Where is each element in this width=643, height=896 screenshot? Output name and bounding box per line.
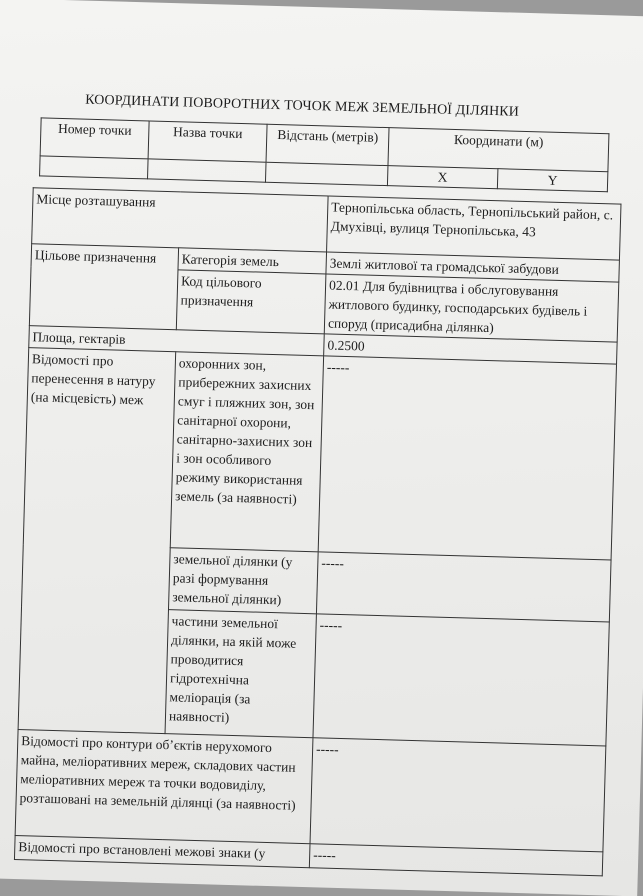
category-value: Землі житлової та громадської забудови bbox=[326, 252, 620, 282]
empty-cell bbox=[148, 159, 267, 182]
header-x: X bbox=[387, 166, 498, 189]
location-value: Тернопільська область, Тернопільський район, с. Дмухівці, вулиця Тернопільська, 43 bbox=[327, 196, 621, 260]
header-coordinates: Координати (м) bbox=[388, 128, 609, 172]
zones-label: охоронних зон, прибережних захисних смуг і пляжних зон, зон санітарної охорони, санітарно-захисних зон і зон особливого режиму використання земель (за наявності) bbox=[170, 352, 323, 552]
plot-value: ----- bbox=[316, 552, 611, 622]
plot-label: земельної ділянки (у разі формування земельної ділянки) bbox=[168, 548, 318, 614]
area-value: 0.2500 bbox=[324, 334, 618, 364]
header-y: Y bbox=[497, 169, 608, 192]
part-label: частини земельної ділянки, на якій може проводитися гідротехнічна меліорація (за наявності) bbox=[165, 610, 316, 738]
part-value: ----- bbox=[313, 614, 609, 746]
zones-value: ----- bbox=[318, 356, 616, 560]
signs-label: Відомості про встановлені межові знаки (у bbox=[14, 835, 310, 867]
location-label: Місце розташування bbox=[32, 188, 328, 252]
contours-label: Відомості про контури об’єктів нерухомого майна, меліоративних мереж, складових частин меліоративних мереж та точки водовиділу, розташовані на земельній ділянці (за наявності) bbox=[15, 730, 313, 844]
contours-value: ----- bbox=[310, 738, 606, 852]
transfer-label: Відомості про перенесення в натуру (на місцевість) меж bbox=[18, 348, 176, 734]
purpose-label: Цільове призначення bbox=[29, 244, 178, 330]
area-label: Площа, гектарів bbox=[29, 326, 325, 356]
category-label: Категорія земель bbox=[178, 248, 327, 274]
signs-value: ----- bbox=[309, 844, 603, 876]
empty-cell bbox=[265, 162, 388, 185]
coordinates-table bbox=[39, 117, 609, 192]
land-plot-info-table bbox=[14, 187, 622, 876]
header-distance: Відстань (метрів) bbox=[266, 124, 389, 165]
page-title: КООРДИНАТИ ПОВОРОТНИХ ТОЧОК МЕЖ ЗЕМЕЛЬНОЇ ДІЛЯНКИ bbox=[84, 92, 520, 120]
header-point-number: Номер точки bbox=[40, 118, 149, 159]
code-label: Код цільового призначення bbox=[176, 270, 326, 334]
code-value: 02.01 Для будівництва і обслуговування житлового будинку, господарських будівель і споруд (присадибна ділянка) bbox=[324, 274, 619, 342]
header-point-name: Назва точки bbox=[148, 121, 267, 162]
empty-cell bbox=[40, 156, 149, 179]
